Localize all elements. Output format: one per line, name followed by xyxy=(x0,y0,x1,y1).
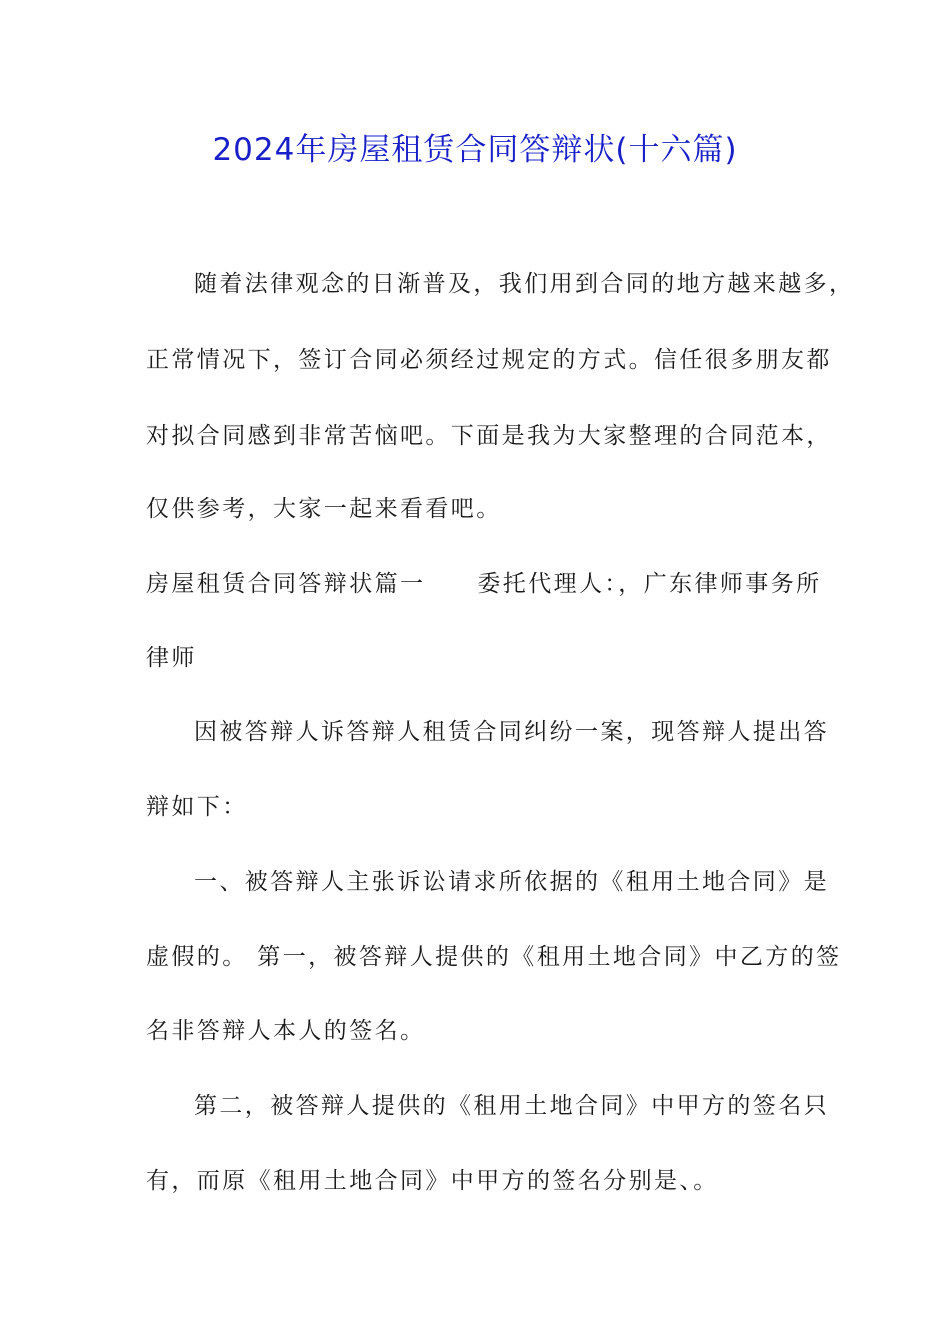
paragraph-line: 一、被答辩人主张诉讼请求所依据的《租用土地合同》是 xyxy=(194,869,829,895)
paragraph-line: 正常情况下，签订合同必须经过规定的方式。信任很多朋友都 xyxy=(146,347,832,373)
paragraph-line: 仅供参考，大家一起来看看吧。 xyxy=(146,496,502,522)
paragraph-line: 名非答辩人本人的签名。 xyxy=(146,1018,426,1044)
paragraph-line: 有，而原《租用土地合同》中甲方的签名分别是、。 xyxy=(146,1168,719,1194)
paragraph-line: 对拟合同感到非常苦恼吧。下面是我为大家整理的合同范本， xyxy=(146,423,832,449)
paragraph-line: 律师 xyxy=(146,645,197,671)
section-heading-line xyxy=(146,566,826,602)
paragraph-line: 辩如下： xyxy=(146,794,248,820)
paragraph-line: 随着法律观念的日渐普及，我们用到合同的地方越来越多， xyxy=(194,271,855,297)
document-title: 2024年房屋租赁合同答辩状(十六篇) xyxy=(212,132,738,168)
paragraph-line: 虚假的。 第一，被答辩人提供的《租用土地合同》中乙方的签 xyxy=(146,944,842,970)
paragraph-line: 因被答辩人诉答辩人租赁合同纠纷一案，现答辩人提出答 xyxy=(194,719,829,745)
paragraph-line: 第二，被答辩人提供的《租用土地合同》中甲方的签名只 xyxy=(194,1093,829,1119)
agent-info: 委托代理人：，广东律师事务所 xyxy=(477,571,822,597)
section-heading: 房屋租赁合同答辩状篇一 xyxy=(146,571,426,597)
